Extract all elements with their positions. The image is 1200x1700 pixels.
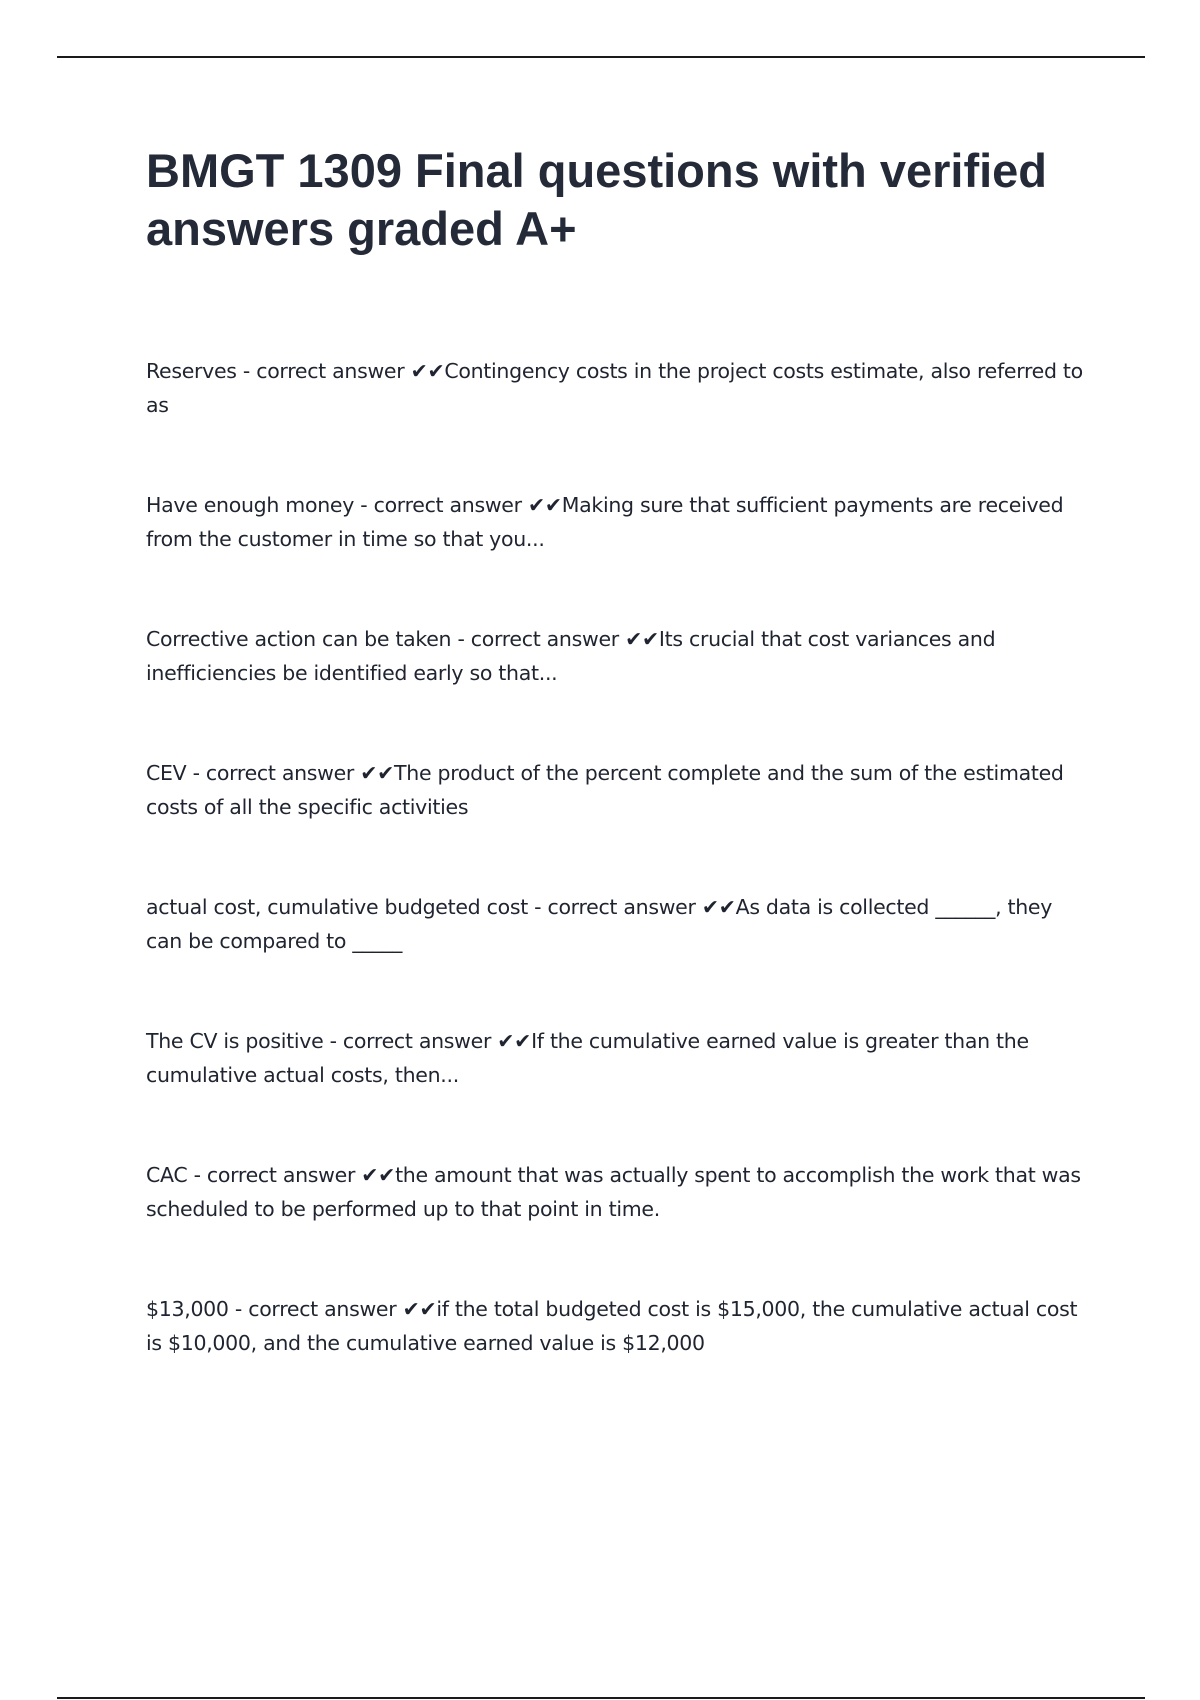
check-mark-icon: ✔✔	[402, 1297, 437, 1321]
bottom-divider	[57, 1697, 1145, 1699]
check-mark-icon: ✔✔	[360, 761, 395, 785]
qa-definition: the amount that was actually spent to accomplish the work that was scheduled to be performed up to that point in time.	[146, 1163, 1081, 1221]
qa-item	[146, 890, 1086, 958]
qa-separator: - correct answer	[451, 627, 626, 651]
qa-item	[146, 488, 1086, 556]
qa-item	[146, 622, 1086, 690]
qa-item	[146, 1158, 1086, 1226]
qa-term: $13,000	[146, 1297, 229, 1321]
qa-term: Reserves	[146, 359, 237, 383]
qa-definition: As data is collected ______, they can be compared to _____	[146, 895, 1053, 953]
qa-item	[146, 1292, 1086, 1360]
qa-term: Have enough money	[146, 493, 355, 517]
qa-separator: - correct answer	[323, 1029, 498, 1053]
qa-term: CEV	[146, 761, 187, 785]
check-mark-icon: ✔✔	[527, 493, 562, 517]
qa-item	[146, 756, 1086, 824]
qa-definition: Making sure that sufficient payments are received from the customer in time so that you...	[146, 493, 1064, 551]
qa-item	[146, 354, 1086, 422]
qa-definition: If the cumulative earned value is greater than the cumulative actual costs, then...	[146, 1029, 1029, 1087]
qa-separator: - correct answer	[228, 1297, 403, 1321]
check-mark-icon: ✔✔	[625, 627, 659, 651]
check-mark-icon: ✔✔	[497, 1029, 532, 1053]
qa-separator: - correct answer	[527, 895, 702, 919]
qa-term: actual cost, cumulative budgeted cost	[146, 895, 528, 919]
check-mark-icon: ✔✔	[410, 359, 445, 383]
qa-term: Corrective action can be taken	[146, 627, 452, 651]
check-mark-icon: ✔✔	[701, 895, 736, 919]
qa-separator: - correct answer	[186, 761, 361, 785]
qa-definition: The product of the percent complete and the sum of the estimated costs of all the specific activities	[146, 761, 1064, 819]
qa-term: CAC	[146, 1163, 188, 1187]
qa-list	[146, 354, 1086, 1426]
qa-separator: - correct answer	[187, 1163, 362, 1187]
qa-separator: - correct answer	[354, 493, 528, 517]
qa-item	[146, 1024, 1086, 1092]
document-title: BMGT 1309 Final questions with verified answers graded A+	[146, 144, 1048, 255]
qa-definition: Its crucial that cost variances and inefficiencies be identified early so that...	[146, 627, 996, 685]
qa-separator: - correct answer	[236, 359, 411, 383]
top-divider	[57, 56, 1145, 58]
qa-term: The CV is positive	[146, 1029, 324, 1053]
check-mark-icon: ✔✔	[361, 1163, 396, 1187]
qa-definition: if the total budgeted cost is $15,000, the cumulative actual cost is $10,000, and the cumulative earned value is $12,000	[146, 1297, 1078, 1355]
qa-definition: Contingency costs in the project costs estimate, also referred to as	[146, 359, 1083, 417]
